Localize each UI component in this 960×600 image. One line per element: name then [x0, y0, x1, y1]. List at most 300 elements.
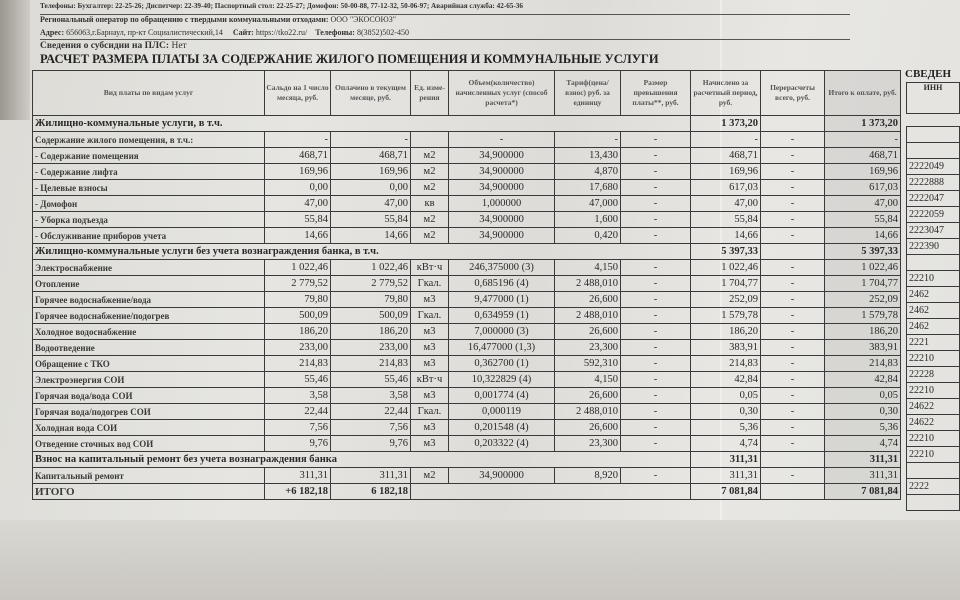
inn-cell: 2222047 — [907, 191, 960, 207]
cell-unit: м3 — [411, 340, 449, 356]
cell-recalc: - — [761, 468, 825, 484]
cell-excess: - — [621, 388, 691, 404]
cell-saldo: 311,31 — [265, 468, 331, 484]
section-total: 5 397,33 — [825, 244, 901, 260]
cell-paid: 214,83 — [331, 356, 411, 372]
inn-cell — [907, 495, 960, 511]
section-title: Взнос на капитальный ремонт без учета вознаграждения банка — [33, 452, 691, 468]
table-row — [33, 148, 901, 164]
cell-unit: м3 — [411, 356, 449, 372]
cell-excess: - — [621, 212, 691, 228]
inn-row — [907, 463, 960, 479]
cell-volume: 0,000119 — [449, 404, 555, 420]
inn-cell: 2222 — [907, 479, 960, 495]
inn-cell — [907, 127, 960, 143]
cell-tariff: - — [555, 132, 621, 148]
col-header: Начислено за расчетный период, руб. — [691, 71, 761, 116]
cell-paid: - — [331, 132, 411, 148]
cell-paid: 22,44 — [331, 404, 411, 420]
table-row — [33, 308, 901, 324]
cell-paid: 186,20 — [331, 324, 411, 340]
cell-excess: - — [621, 356, 691, 372]
cell-unit: м2 — [411, 180, 449, 196]
inn-row — [907, 127, 960, 143]
inn-cell: 2222888 — [907, 175, 960, 191]
col-header: Оплачено в текущем месяце, руб. — [331, 71, 411, 116]
service-name: Холодная вода СОИ — [33, 420, 265, 436]
operator-label: Региональный оператор по обращению с твердыми коммунальными отходами: — [40, 15, 329, 24]
section-total: 1 373,20 — [825, 116, 901, 132]
inn-row — [907, 319, 960, 335]
inn-cell: 222390 — [907, 239, 960, 255]
inn-header: ИНН — [907, 83, 960, 114]
cell-accrued: 4,74 — [691, 436, 761, 452]
cell-unit: м3 — [411, 420, 449, 436]
cell-accrued: 186,20 — [691, 324, 761, 340]
inn-row — [907, 351, 960, 367]
section-row — [33, 452, 901, 468]
service-name: - Обслуживание приборов учета — [33, 228, 265, 244]
cell-tariff: 26,600 — [555, 324, 621, 340]
inn-cell: 22210 — [907, 383, 960, 399]
cell-volume: 1,000000 — [449, 196, 555, 212]
cell-recalc: - — [761, 308, 825, 324]
cell-saldo: 9,76 — [265, 436, 331, 452]
cell-accrued: 1 579,78 — [691, 308, 761, 324]
cell-total: 252,09 — [825, 292, 901, 308]
cell-unit: м2 — [411, 228, 449, 244]
inn-cell: 2222049 — [907, 159, 960, 175]
cell-total: 5,36 — [825, 420, 901, 436]
inn-cell: 22210 — [907, 447, 960, 463]
cell-excess: - — [621, 404, 691, 420]
cell-unit: м2 — [411, 212, 449, 228]
cell-accrued: 14,66 — [691, 228, 761, 244]
cell-saldo: 169,96 — [265, 164, 331, 180]
cell-recalc: - — [761, 404, 825, 420]
service-name: Отопление — [33, 276, 265, 292]
cell-recalc: - — [761, 212, 825, 228]
section-accrued: 1 373,20 — [691, 116, 761, 132]
cell-volume: 0,634959 (1) — [449, 308, 555, 324]
grand-total-row — [33, 484, 901, 500]
inn-row — [907, 335, 960, 351]
cell-paid: 2 779,52 — [331, 276, 411, 292]
cell-tariff: 1,600 — [555, 212, 621, 228]
inn-spacer-row — [907, 114, 960, 127]
inn-cell: 22210 — [907, 431, 960, 447]
site-value: https://tko22.ru/ — [255, 28, 308, 37]
cell-volume: 34,900000 — [449, 164, 555, 180]
site-label: Сайт: — [232, 28, 254, 37]
col-header: Размер превышения платы**, руб. — [621, 71, 691, 116]
header-operator — [40, 15, 396, 24]
subsidy-label: Сведения о субсидии на ПЛС: — [40, 41, 170, 51]
cell-paid: 79,80 — [331, 292, 411, 308]
cell-total: 383,91 — [825, 340, 901, 356]
cell-tariff: 592,310 — [555, 356, 621, 372]
cell-accrued: - — [691, 132, 761, 148]
cell-saldo: 0,00 — [265, 180, 331, 196]
cell-total: 617,03 — [825, 180, 901, 196]
cell-accrued: 214,83 — [691, 356, 761, 372]
paper-bottom-shadow — [0, 520, 960, 600]
cell-unit: м2 — [411, 148, 449, 164]
section-accrued: 311,31 — [691, 452, 761, 468]
cell-excess: - — [621, 420, 691, 436]
cell-total: 47,00 — [825, 196, 901, 212]
service-name: Электроснабжение — [33, 260, 265, 276]
inn-row — [907, 191, 960, 207]
cell-paid: 1 022,46 — [331, 260, 411, 276]
cell-volume: 9,477000 (1) — [449, 292, 555, 308]
cell-tariff: 4,150 — [555, 372, 621, 388]
inn-row — [907, 479, 960, 495]
col-header: Объем(количество) начисленных услуг (способ расчета*) — [449, 71, 555, 116]
cell-paid: 468,71 — [331, 148, 411, 164]
cell-tariff: 23,300 — [555, 436, 621, 452]
inn-row — [907, 495, 960, 511]
table-row — [33, 388, 901, 404]
cell-volume: 34,900000 — [449, 180, 555, 196]
grand-total-total: 7 081,84 — [825, 484, 901, 500]
cell-excess: - — [621, 292, 691, 308]
cell-excess: - — [621, 468, 691, 484]
table-row — [33, 340, 901, 356]
section-title: Жилищно-коммунальные услуги, в т.ч. — [33, 116, 691, 132]
cell-accrued: 42,84 — [691, 372, 761, 388]
cell-tariff: 26,600 — [555, 388, 621, 404]
inn-row — [907, 143, 960, 159]
service-name: Водоотведение — [33, 340, 265, 356]
cell-total: 14,66 — [825, 228, 901, 244]
cell-recalc: - — [761, 340, 825, 356]
inn-cell: 2462 — [907, 303, 960, 319]
cell-saldo: 3,58 — [265, 388, 331, 404]
cell-accrued: 1 022,46 — [691, 260, 761, 276]
cell-total: 0,05 — [825, 388, 901, 404]
cell-saldo: 7,56 — [265, 420, 331, 436]
cell-paid: 0,00 — [331, 180, 411, 196]
cell-recalc: - — [761, 372, 825, 388]
inn-row — [907, 207, 960, 223]
cell-paid: 55,46 — [331, 372, 411, 388]
cell-unit — [411, 132, 449, 148]
cell-accrued: 617,03 — [691, 180, 761, 196]
cell-paid: 500,09 — [331, 308, 411, 324]
inn-row — [907, 383, 960, 399]
cell-accrued: 252,09 — [691, 292, 761, 308]
cell-excess: - — [621, 148, 691, 164]
inn-cell: 2222059 — [907, 207, 960, 223]
cell-volume: - — [449, 132, 555, 148]
cell-recalc: - — [761, 228, 825, 244]
cell-tariff: 4,870 — [555, 164, 621, 180]
section-spacer — [761, 244, 825, 260]
inn-row — [907, 239, 960, 255]
inn-row — [907, 175, 960, 191]
charges-table — [32, 70, 901, 500]
table-header-row — [33, 71, 901, 116]
table-row — [33, 228, 901, 244]
cell-unit: м3 — [411, 324, 449, 340]
inn-cell: 22210 — [907, 271, 960, 287]
inn-row — [907, 223, 960, 239]
cell-total: 169,96 — [825, 164, 901, 180]
cell-recalc: - — [761, 388, 825, 404]
cell-tariff: 4,150 — [555, 260, 621, 276]
cell-unit: Гкал. — [411, 308, 449, 324]
cell-saldo: - — [265, 132, 331, 148]
cell-recalc: - — [761, 324, 825, 340]
cell-volume: 0,201548 (4) — [449, 420, 555, 436]
grand-total-paid: 6 182,18 — [331, 484, 411, 500]
cell-recalc: - — [761, 148, 825, 164]
grand-total-spacer — [411, 484, 691, 500]
cell-tariff: 2 488,010 — [555, 308, 621, 324]
cell-paid: 311,31 — [331, 468, 411, 484]
cell-excess: - — [621, 132, 691, 148]
table-row — [33, 468, 901, 484]
cell-paid: 14,66 — [331, 228, 411, 244]
table-row — [33, 292, 901, 308]
cell-recalc: - — [761, 420, 825, 436]
cell-saldo: 79,80 — [265, 292, 331, 308]
cell-paid: 7,56 — [331, 420, 411, 436]
cell-paid: 3,58 — [331, 388, 411, 404]
cell-paid: 233,00 — [331, 340, 411, 356]
col-header: Сальдо на 1 число месяца, руб. — [265, 71, 331, 116]
service-name: Горячая вода/подогрев СОИ — [33, 404, 265, 420]
cell-accrued: 5,36 — [691, 420, 761, 436]
cell-unit: м3 — [411, 292, 449, 308]
inn-row — [907, 447, 960, 463]
cell-unit: м3 — [411, 436, 449, 452]
grand-total-label: ИТОГО — [33, 484, 265, 500]
cell-unit: м2 — [411, 468, 449, 484]
table-row — [33, 196, 901, 212]
inn-row — [907, 255, 960, 271]
cell-saldo: 55,84 — [265, 212, 331, 228]
cell-unit: м2 — [411, 164, 449, 180]
table-row — [33, 372, 901, 388]
cell-total: 55,84 — [825, 212, 901, 228]
cell-paid: 47,00 — [331, 196, 411, 212]
cell-excess: - — [621, 308, 691, 324]
cell-excess: - — [621, 372, 691, 388]
subsidy-value: Нет — [171, 41, 187, 51]
cell-excess: - — [621, 164, 691, 180]
col-header: Ед. изме-рения — [411, 71, 449, 116]
service-name: Горячее водоснабжение/вода — [33, 292, 265, 308]
service-name: Содержание жилого помещения, в т.ч.: — [33, 132, 265, 148]
cell-volume: 16,477000 (1,3) — [449, 340, 555, 356]
inn-cell: 2221 — [907, 335, 960, 351]
cell-volume: 7,000000 (3) — [449, 324, 555, 340]
cell-saldo: 214,83 — [265, 356, 331, 372]
table-row — [33, 420, 901, 436]
service-name: Отведение сточных вод СОИ — [33, 436, 265, 452]
cell-saldo: 233,00 — [265, 340, 331, 356]
service-name: Капитальный ремонт — [33, 468, 265, 484]
inn-cell: 2462 — [907, 287, 960, 303]
cell-paid: 169,96 — [331, 164, 411, 180]
cell-unit: кВт·ч — [411, 372, 449, 388]
cell-total: - — [825, 132, 901, 148]
cell-tariff: 8,920 — [555, 468, 621, 484]
section-title: Жилищно-коммунальные услуги без учета вознаграждения банка, в т.ч. — [33, 244, 691, 260]
table-row — [33, 356, 901, 372]
cell-excess: - — [621, 276, 691, 292]
col-header: Вид платы по видам услуг — [33, 71, 265, 116]
table-row — [33, 276, 901, 292]
cell-unit: Гкал. — [411, 404, 449, 420]
header-address — [40, 28, 409, 37]
grand-total-accrued: 7 081,84 — [691, 484, 761, 500]
inn-cell — [907, 463, 960, 479]
cell-excess: - — [621, 196, 691, 212]
cell-accrued: 47,00 — [691, 196, 761, 212]
cell-saldo: 468,71 — [265, 148, 331, 164]
service-name: Горячая вода/вода СОИ — [33, 388, 265, 404]
inn-cell — [907, 255, 960, 271]
cell-paid: 9,76 — [331, 436, 411, 452]
section-spacer — [761, 452, 825, 468]
cell-accrued: 0,30 — [691, 404, 761, 420]
cell-unit: кв — [411, 196, 449, 212]
cell-recalc: - — [761, 276, 825, 292]
cell-excess: - — [621, 228, 691, 244]
table-row — [33, 260, 901, 276]
cell-tariff: 26,600 — [555, 420, 621, 436]
cell-volume: 0,362700 (1) — [449, 356, 555, 372]
inn-row — [907, 399, 960, 415]
section-spacer — [761, 116, 825, 132]
cell-tariff: 0,420 — [555, 228, 621, 244]
address-value: 656063,г.Барнаул, пр-кт Социалистический,14 — [66, 28, 223, 37]
service-name: Холодное водоснабжение — [33, 324, 265, 340]
cell-total: 311,31 — [825, 468, 901, 484]
col-header: Тариф(цена/взнос) руб. за единицу — [555, 71, 621, 116]
inn-cell: 24622 — [907, 415, 960, 431]
cell-tariff: 26,600 — [555, 292, 621, 308]
table-row — [33, 324, 901, 340]
service-name: - Содержание лифта — [33, 164, 265, 180]
section-total: 311,31 — [825, 452, 901, 468]
cell-recalc: - — [761, 436, 825, 452]
cell-recalc: - — [761, 292, 825, 308]
table-row — [33, 404, 901, 420]
inn-row — [907, 367, 960, 383]
cell-saldo: 186,20 — [265, 324, 331, 340]
section-row — [33, 116, 901, 132]
paper-edge-shadow — [0, 0, 30, 120]
service-name: - Содержание помещения — [33, 148, 265, 164]
service-name: Электроэнергия СОИ — [33, 372, 265, 388]
cell-tariff: 13,430 — [555, 148, 621, 164]
inn-row — [907, 159, 960, 175]
cell-saldo: 500,09 — [265, 308, 331, 324]
operator-name: ООО "ЭКОСОЮЗ" — [330, 15, 396, 24]
service-name: Обращение с ТКО — [33, 356, 265, 372]
cell-tariff: 2 488,010 — [555, 276, 621, 292]
side-title: СВЕДЕН — [905, 68, 952, 80]
cell-unit: Гкал. — [411, 276, 449, 292]
cell-total: 1 704,77 — [825, 276, 901, 292]
cell-recalc: - — [761, 356, 825, 372]
table-row — [33, 180, 901, 196]
cell-saldo: 22,44 — [265, 404, 331, 420]
cell-total: 0,30 — [825, 404, 901, 420]
cell-excess: - — [621, 260, 691, 276]
inn-cell: 2223047 — [907, 223, 960, 239]
cell-volume: 34,900000 — [449, 212, 555, 228]
inn-cell — [907, 143, 960, 159]
table-row — [33, 212, 901, 228]
service-name: - Домофон — [33, 196, 265, 212]
address-label: Адрес: — [40, 28, 65, 37]
cell-accrued: 383,91 — [691, 340, 761, 356]
cell-accrued: 1 704,77 — [691, 276, 761, 292]
cell-saldo: 14,66 — [265, 228, 331, 244]
cell-total: 468,71 — [825, 148, 901, 164]
cell-recalc: - — [761, 196, 825, 212]
cell-total: 42,84 — [825, 372, 901, 388]
cell-accrued: 55,84 — [691, 212, 761, 228]
cell-tariff: 47,000 — [555, 196, 621, 212]
inn-table — [906, 82, 960, 511]
cell-unit: кВт·ч — [411, 260, 449, 276]
service-name: Горячее водоснабжение/подогрев — [33, 308, 265, 324]
grand-total-saldo: +6 182,18 — [265, 484, 331, 500]
cell-saldo: 1 022,46 — [265, 260, 331, 276]
cell-volume: 0,001774 (4) — [449, 388, 555, 404]
inn-row — [907, 271, 960, 287]
header-phones: Телефоны: Бухгалтер: 22-25-26; Диспетчер: 22-39-40; Паспортный стол: 22-25-27; Домофон: 50-00-88, 77-12-32, 50-06-97; Аварийная служба: 42-65-36 — [40, 2, 523, 10]
section-row — [33, 244, 901, 260]
inn-cell: 2462 — [907, 319, 960, 335]
cell-saldo: 55,46 — [265, 372, 331, 388]
grand-total-spacer — [761, 484, 825, 500]
service-name: - Уборка подъезда — [33, 212, 265, 228]
service-name: - Целевые взносы — [33, 180, 265, 196]
cell-accrued: 468,71 — [691, 148, 761, 164]
cell-tariff: 2 488,010 — [555, 404, 621, 420]
cell-total: 214,83 — [825, 356, 901, 372]
inn-cell: 22228 — [907, 367, 960, 383]
cell-total: 1 022,46 — [825, 260, 901, 276]
section-accrued: 5 397,33 — [691, 244, 761, 260]
phone-value: 8(3852)502-450 — [356, 28, 409, 37]
cell-excess: - — [621, 340, 691, 356]
inn-row — [907, 303, 960, 319]
cell-excess: - — [621, 324, 691, 340]
inn-row — [907, 287, 960, 303]
inn-spacer — [907, 114, 960, 127]
cell-total: 4,74 — [825, 436, 901, 452]
cell-saldo: 47,00 — [265, 196, 331, 212]
inn-cell: 24622 — [907, 399, 960, 415]
inn-row — [907, 415, 960, 431]
cell-volume: 34,900000 — [449, 468, 555, 484]
cell-total: 186,20 — [825, 324, 901, 340]
cell-accrued: 311,31 — [691, 468, 761, 484]
cell-volume: 0,203322 (4) — [449, 436, 555, 452]
cell-tariff: 17,680 — [555, 180, 621, 196]
cell-volume: 34,900000 — [449, 228, 555, 244]
cell-excess: - — [621, 180, 691, 196]
inn-row — [907, 431, 960, 447]
